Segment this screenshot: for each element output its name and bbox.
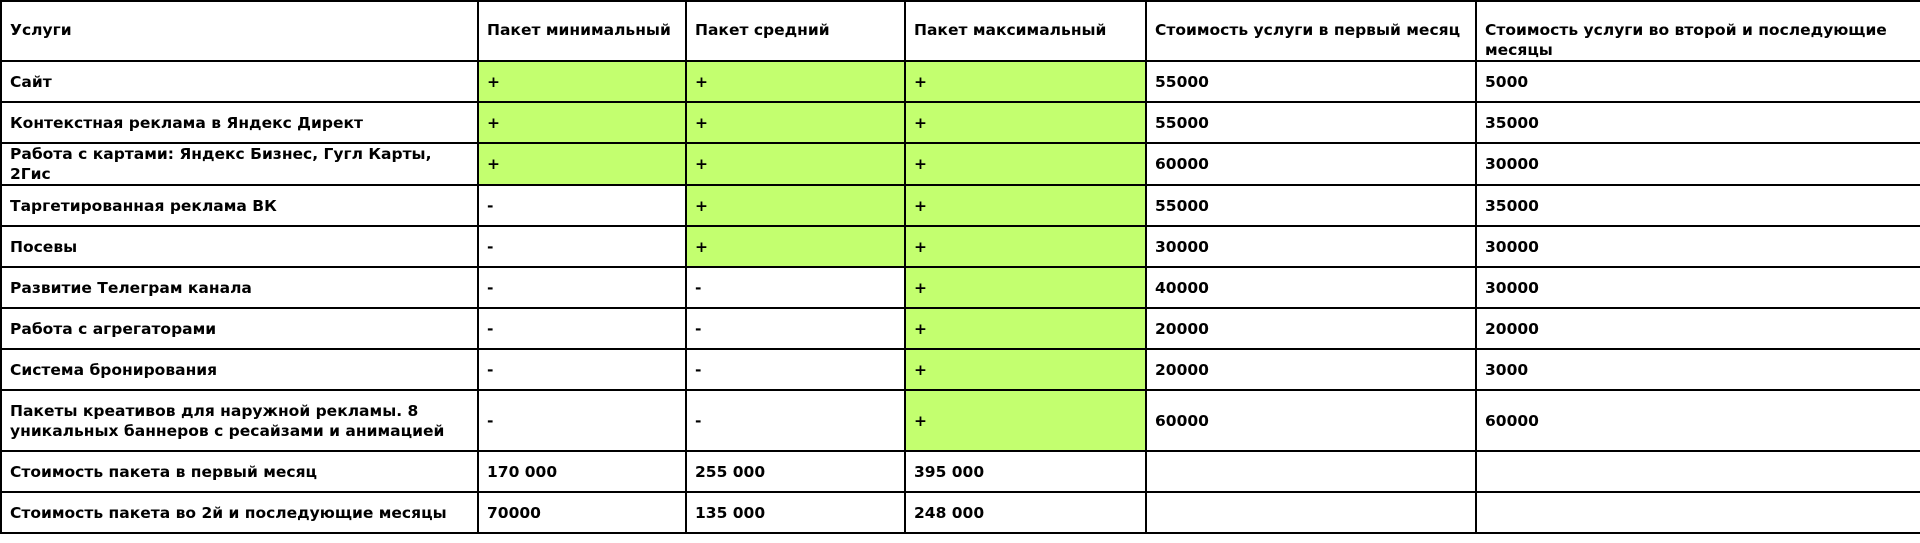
service-name: Контекстная реклама в Яндекс Директ [1, 102, 478, 143]
column-header-package-mid: Пакет средний [686, 1, 905, 61]
package-mid-cell: + [686, 102, 905, 143]
totals-row-first-month [1, 451, 1920, 492]
service-name: Пакеты креативов для наружной рекламы. 8 уникальных баннеров с ресайзами и анимацией [1, 390, 478, 451]
next-months-cost-cell: 30000 [1476, 226, 1920, 267]
table-row [1, 226, 1920, 267]
package-mid-cell: + [686, 226, 905, 267]
next-months-cost-cell: 30000 [1476, 267, 1920, 308]
package-max-cell: + [905, 349, 1146, 390]
table-header-row [1, 1, 1920, 61]
empty-cell [1476, 451, 1920, 492]
total-package-max: 248 000 [905, 492, 1146, 533]
package-mid-cell: + [686, 143, 905, 185]
package-max-cell: + [905, 143, 1146, 185]
package-max-cell: + [905, 308, 1146, 349]
first-month-cost-cell: 55000 [1146, 185, 1476, 226]
first-month-cost-cell: 20000 [1146, 349, 1476, 390]
table-row [1, 308, 1920, 349]
package-max-cell: + [905, 267, 1146, 308]
first-month-cost-cell: 40000 [1146, 267, 1476, 308]
totals-label: Стоимость пакета во 2й и последующие месяцы [1, 492, 478, 533]
empty-cell [1146, 492, 1476, 533]
package-max-cell: + [905, 102, 1146, 143]
package-max-cell: + [905, 390, 1146, 451]
first-month-cost-cell: 60000 [1146, 390, 1476, 451]
package-min-cell: - [478, 349, 686, 390]
package-min-cell: + [478, 102, 686, 143]
next-months-cost-cell: 30000 [1476, 143, 1920, 185]
service-name: Посевы [1, 226, 478, 267]
total-package-max: 395 000 [905, 451, 1146, 492]
next-months-cost-cell: 35000 [1476, 185, 1920, 226]
table-row [1, 185, 1920, 226]
first-month-cost-cell: 30000 [1146, 226, 1476, 267]
service-name: Развитие Телеграм канала [1, 267, 478, 308]
table-row [1, 390, 1920, 451]
first-month-cost-cell: 20000 [1146, 308, 1476, 349]
next-months-cost-cell: 20000 [1476, 308, 1920, 349]
package-mid-cell: + [686, 185, 905, 226]
service-name: Работа с агрегаторами [1, 308, 478, 349]
package-max-cell: + [905, 185, 1146, 226]
table-row [1, 143, 1920, 185]
total-package-min: 70000 [478, 492, 686, 533]
service-name: Работа с картами: Яндекс Бизнес, Гугл Карты, 2Гис [1, 143, 478, 185]
package-mid-cell: - [686, 349, 905, 390]
table-row [1, 61, 1920, 102]
package-max-cell: + [905, 226, 1146, 267]
package-mid-cell: + [686, 61, 905, 102]
column-header-first-month-cost: Стоимость услуги в первый месяц [1146, 1, 1476, 61]
service-name: Таргетированная реклама ВК [1, 185, 478, 226]
table-row [1, 267, 1920, 308]
package-min-cell: + [478, 143, 686, 185]
first-month-cost-cell: 55000 [1146, 102, 1476, 143]
column-header-next-months-cost: Стоимость услуги во второй и последующие месяцы [1476, 1, 1920, 61]
table-row [1, 349, 1920, 390]
total-package-mid: 255 000 [686, 451, 905, 492]
first-month-cost-cell: 60000 [1146, 143, 1476, 185]
next-months-cost-cell: 5000 [1476, 61, 1920, 102]
column-header-package-min: Пакет минимальный [478, 1, 686, 61]
package-mid-cell: - [686, 267, 905, 308]
total-package-min: 170 000 [478, 451, 686, 492]
next-months-cost-cell: 35000 [1476, 102, 1920, 143]
first-month-cost-cell: 55000 [1146, 61, 1476, 102]
service-name: Система бронирования [1, 349, 478, 390]
total-package-mid: 135 000 [686, 492, 905, 533]
totals-row-next-months [1, 492, 1920, 533]
package-max-cell: + [905, 61, 1146, 102]
package-min-cell: - [478, 226, 686, 267]
table-row [1, 102, 1920, 143]
empty-cell [1476, 492, 1920, 533]
column-header-services: Услуги [1, 1, 478, 61]
package-min-cell: - [478, 185, 686, 226]
column-header-package-max: Пакет максимальный [905, 1, 1146, 61]
package-min-cell: + [478, 61, 686, 102]
next-months-cost-cell: 60000 [1476, 390, 1920, 451]
package-min-cell: - [478, 267, 686, 308]
package-min-cell: - [478, 308, 686, 349]
next-months-cost-cell: 3000 [1476, 349, 1920, 390]
service-name: Сайт [1, 61, 478, 102]
package-mid-cell: - [686, 390, 905, 451]
package-min-cell: - [478, 390, 686, 451]
totals-label: Стоимость пакета в первый месяц [1, 451, 478, 492]
package-mid-cell: - [686, 308, 905, 349]
empty-cell [1146, 451, 1476, 492]
